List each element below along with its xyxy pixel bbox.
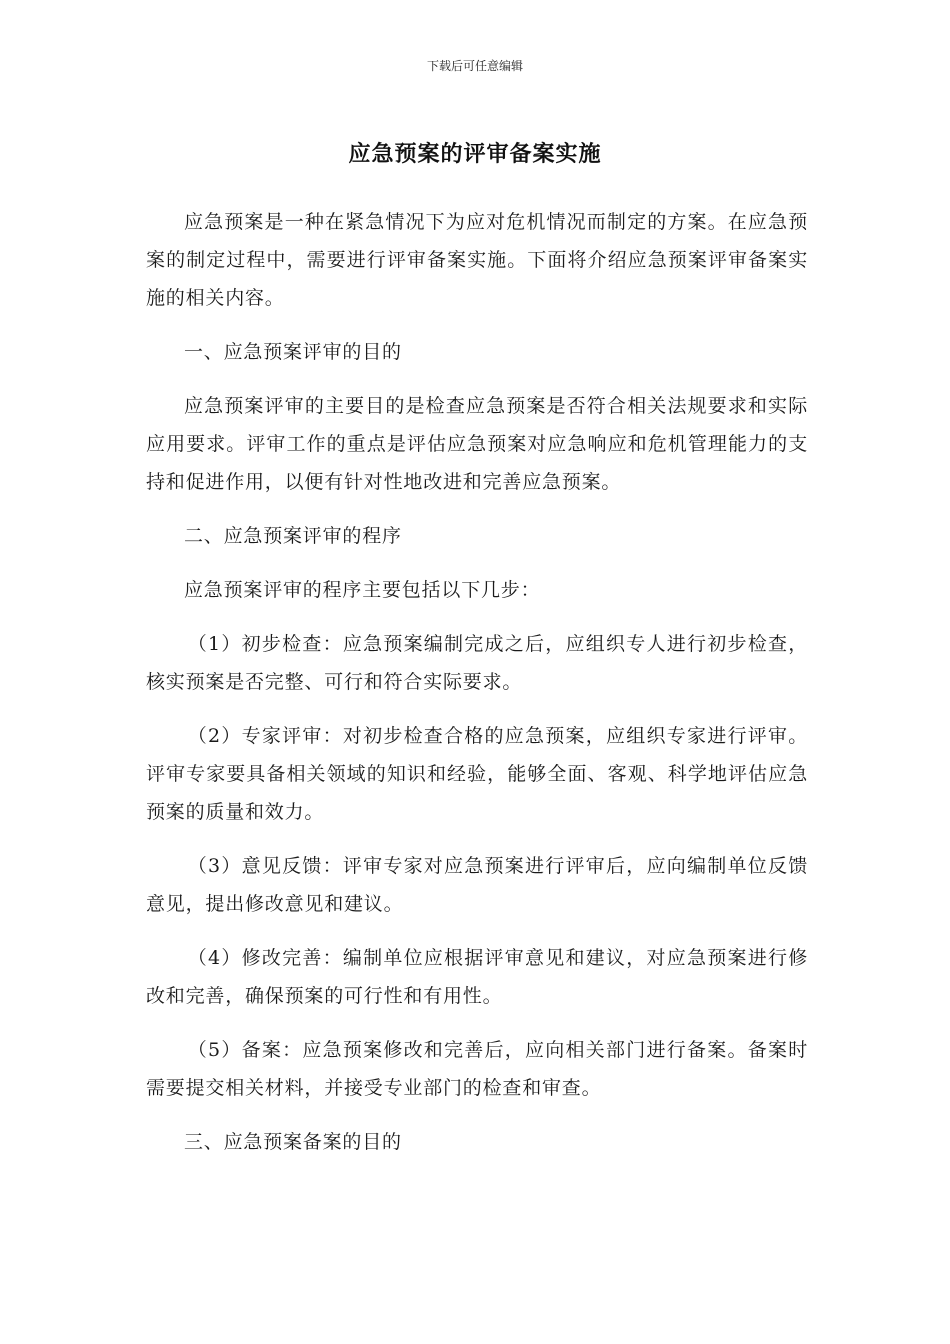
intro-paragraph: 应急预案是一种在紧急情况下为应对危机情况而制定的方案。在应急预案的制定过程中，需要进行评审备案实施。下面将介绍应急预案评审备案实施的相关内容。 — [146, 211, 808, 309]
step-4: （4）修改完善：编制单位应根据评审意见和建议，对应急预案进行修改和完善，确保预案的可行性和有用性。 — [146, 947, 808, 1007]
document-body — [146, 203, 808, 1177]
step-3: （3）意见反馈：评审专家对应急预案进行评审后，应向编制单位反馈意见，提出修改意见和建议。 — [146, 855, 808, 915]
step-1: （1）初步检查：应急预案编制完成之后，应组织专人进行初步检查，核实预案是否完整、可行和符合实际要求。 — [146, 633, 808, 693]
section-2-lead: 应急预案评审的程序主要包括以下几步： — [184, 579, 541, 601]
section-2-heading: 二、应急预案评审的程序 — [184, 525, 402, 547]
section-1-paragraph: 应急预案评审的主要目的是检查应急预案是否符合相关法规要求和实际应用要求。评审工作的重点是评估应急预案对应急响应和危机管理能力的支持和促进作用，以便有针对性地改进和完善应急预案。 — [146, 395, 808, 493]
header-note: 下载后可任意编辑 — [426, 59, 523, 73]
step-2: （2）专家评审：对初步检查合格的应急预案，应组织专家进行评审。评审专家要具备相关领域的知识和经验，能够全面、客观、科学地评估应急预案的质量和效力。 — [146, 725, 808, 823]
section-1-heading: 一、应急预案评审的目的 — [184, 341, 402, 363]
step-5: （5）备案：应急预案修改和完善后，应向相关部门进行备案。备案时需要提交相关材料，并接受专业部门的检查和审查。 — [146, 1039, 808, 1099]
document-title: 应急预案的评审备案实施 — [348, 142, 602, 167]
section-3-heading: 三、应急预案备案的目的 — [184, 1131, 402, 1153]
